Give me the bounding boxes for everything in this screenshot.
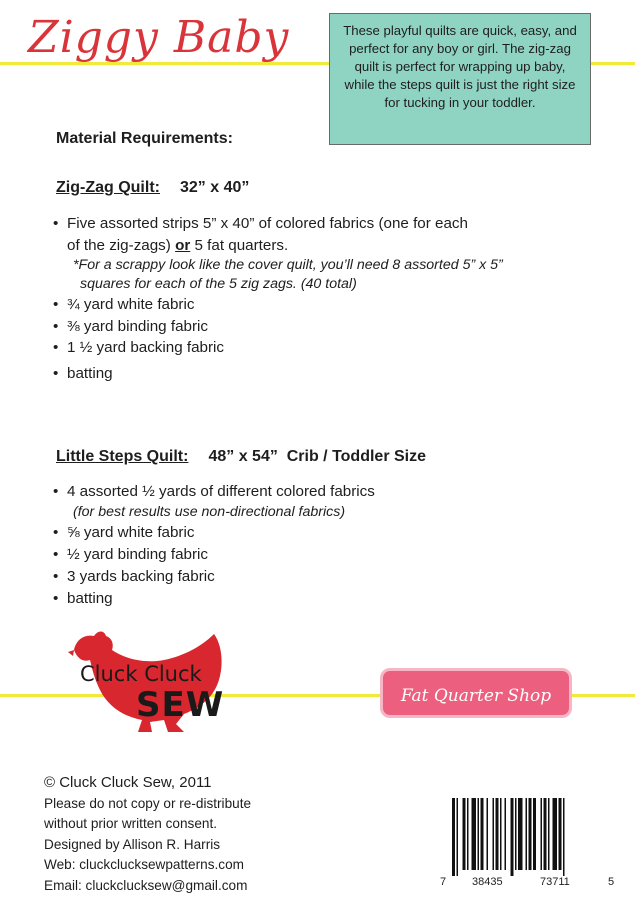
materials-heading: Material Requirements:	[56, 130, 233, 147]
steps-size: 48” x 54” Crib / Toddler Size	[208, 448, 426, 465]
note-line: squares for each of the 5 zig zags. (40 total)	[80, 276, 357, 292]
barcode-bar	[515, 798, 517, 870]
list-item: • ¾ yard white fabric	[53, 296, 195, 313]
fat-quarter-shop-logo	[380, 668, 572, 718]
page-title: Ziggy Baby	[28, 12, 290, 63]
barcode-bar	[457, 798, 459, 876]
barcode-bar	[478, 798, 480, 870]
barcode-bar	[496, 798, 499, 870]
barcode-bar	[544, 798, 547, 870]
barcode-bar	[467, 798, 469, 870]
barcode-digits-2: 38435	[472, 876, 503, 888]
footer-credits	[44, 773, 251, 897]
note-line: *For a scrappy look like the cover quilt, you’ll need 8 assorted 5” x 5”	[73, 257, 503, 273]
barcode-digit-4: 5	[608, 876, 615, 888]
footer-line: without prior written consent.	[44, 816, 218, 832]
barcode-bar	[548, 798, 550, 870]
barcode-bar	[563, 798, 565, 876]
list-item: • 4 assorted ½ yards of different colored fabrics	[53, 483, 375, 500]
barcode-bar	[553, 798, 558, 870]
steps-list	[53, 481, 375, 610]
steps-heading	[56, 448, 426, 466]
barcode	[440, 798, 615, 893]
sew-logo-text: SEW	[136, 685, 225, 725]
barcode-bar	[533, 798, 536, 870]
barcode-bar	[511, 798, 514, 876]
list-item: • Five assorted strips 5” x 40” of colored fabrics (one for each	[53, 215, 468, 232]
barcode-bar	[518, 798, 523, 870]
footer-line: Web: cluckclucksewpatterns.com	[44, 857, 244, 873]
cluck-logo-text: Cluck Cluck	[80, 662, 202, 686]
barcode-bar	[529, 798, 532, 870]
zigzag-list	[53, 213, 503, 384]
fqs-logo-text: Fat Quarter Shop	[400, 686, 552, 706]
barcode-bar	[500, 798, 502, 870]
list-item: • ⅜ yard binding fabric	[53, 317, 208, 335]
zigzag-name: Zig-Zag Quilt:	[56, 179, 160, 196]
barcode-bar	[541, 798, 543, 870]
zigzag-heading	[56, 179, 249, 197]
list-item: • batting	[53, 590, 113, 607]
barcode-bar	[559, 798, 562, 870]
barcode-bar	[472, 798, 477, 870]
list-item: • 3 yards backing fabric	[53, 568, 215, 585]
zigzag-size: 32” x 40”	[179, 179, 250, 196]
list-item: • ⅝ yard white fabric	[53, 524, 195, 541]
copyright: © Cluck Cluck Sew, 2011	[44, 774, 212, 791]
barcode-bar	[505, 798, 507, 870]
footer-line: Email: cluckclucksew@gmail.com	[44, 877, 248, 893]
list-item: • 1 ½ yard backing fabric	[53, 339, 225, 356]
footer-line: Please do not copy or re-distribute	[44, 795, 252, 811]
list-item-continued: of the zig-zags) or 5 fat quarters.	[67, 236, 289, 254]
barcode-bar	[463, 798, 466, 870]
barcode-digits-3: 73711	[540, 876, 570, 888]
barcode-digit-1: 7	[440, 876, 447, 888]
description-box	[329, 13, 591, 145]
barcode-bar	[493, 798, 495, 870]
barcode-bar	[526, 798, 528, 870]
list-item: • ½ yard binding fabric	[53, 546, 208, 563]
barcode-bar	[452, 798, 455, 876]
list-item: • batting	[53, 364, 113, 382]
barcode-bar	[481, 798, 484, 870]
footer-line: Designed by Allison R. Harris	[44, 836, 221, 852]
steps-name: Little Steps Quilt:	[56, 448, 189, 465]
barcode-bar	[487, 798, 489, 870]
description-text: These playful quilts are quick, easy, and perfect for any boy or girl. The zig-zag quilt is perfect for wrapping up baby, while the steps quilt is just the right size for tucking in your toddler.	[343, 23, 577, 110]
barcode-bars	[450, 798, 615, 876]
note-line: (for best results use non-directional fabrics)	[73, 504, 346, 520]
